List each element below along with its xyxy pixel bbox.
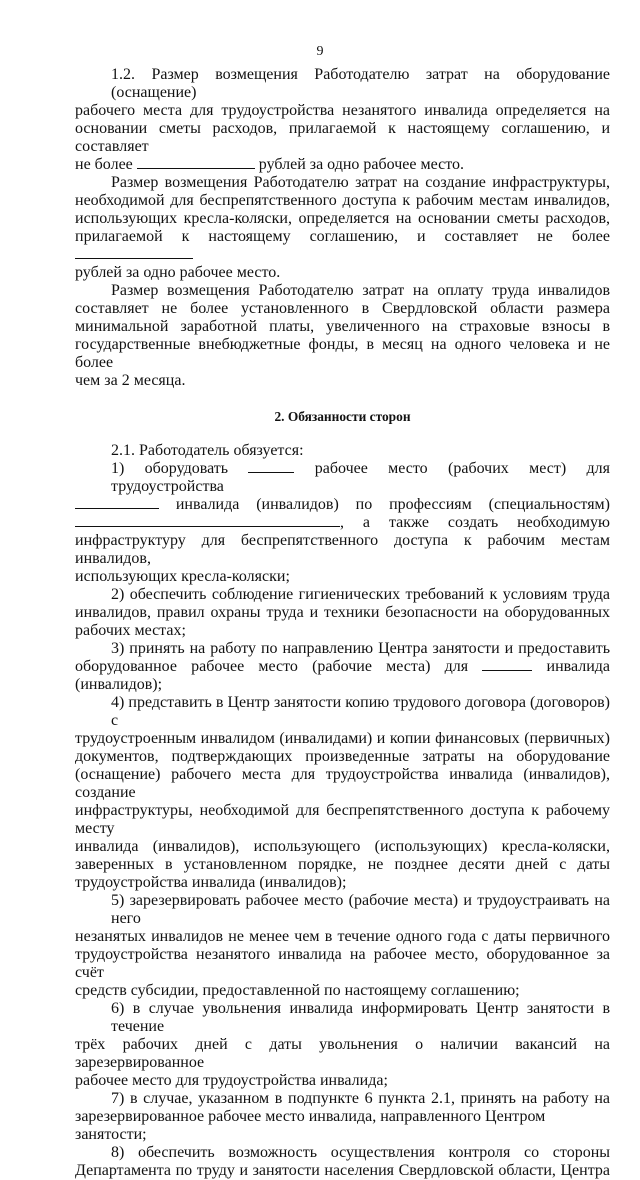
list-item-4: [75, 694, 610, 892]
text-line: 8) обеспечить возможность осуществления контроля со стороны: [111, 1144, 610, 1162]
text-line: 7) в случае, указанном в подпункте 6 пункта 2.1, принять на работу на: [111, 1090, 610, 1108]
paragraph-infrastructure: [75, 174, 610, 282]
list-item-7: [75, 1090, 610, 1144]
text-line: основании сметы расходов, прилагаемой к настоящему соглашению, и составляет: [75, 120, 610, 155]
list-item-3: [75, 640, 610, 694]
text-line: составляет не более установленного в Свердловской области размера: [75, 300, 610, 317]
text-fragment: рабочее место (рабочих мест) для трудоустройства: [111, 460, 610, 496]
text-line: инвалидов, правил охраны труда и техники безопасности на оборудованных: [75, 604, 610, 622]
text-line: трудоустройства инвалида (инвалидов);: [75, 874, 347, 892]
text-line: заверенных в установленном порядке, не позднее десяти дней с даты: [75, 856, 610, 874]
text-line: рабочего места для трудоустройства незанятого инвалида определяется на: [75, 102, 610, 119]
text-line: использующих кресла-коляски, определяется на основании сметы расходов,: [75, 210, 610, 227]
text-fragment: инвалида (инвалидов) по профессиям (специальностям): [175, 496, 611, 514]
text-fragment: оборудованное рабочее место (рабочие места) для: [75, 658, 469, 676]
list-item-2: [75, 586, 610, 640]
text-line: Департамента по труду и занятости населения Свердловской области, Центра: [75, 1162, 610, 1180]
document-body: [75, 66, 610, 1180]
text-line: инвалида (инвалидов), использующего (использующих) кресла-коляски,: [75, 838, 610, 856]
list-item-1: [75, 460, 610, 586]
text-line: средств субсидии, предоставленной по настоящему соглашению;: [75, 982, 520, 1000]
text-line: использующих кресла-коляски;: [75, 568, 290, 586]
text-line: чем за 2 месяца.: [75, 372, 186, 389]
text-line: трёх рабочих дней с даты увольнения о наличии вакансий на зарезервированное: [75, 1036, 610, 1072]
text-fragment: не более: [75, 156, 133, 173]
page-number: 9: [316, 44, 324, 59]
subsection-intro: 2.1. Работодатель обязуется:: [111, 442, 304, 460]
paragraph-wages: [75, 282, 610, 390]
list-item-8: [75, 1144, 610, 1180]
text-line: незанятых инвалидов не менее чем в течение одного года с даты первичного: [75, 928, 610, 946]
text-line: минимальной заработной платы, увеличенного на страховые взносы в: [75, 318, 610, 335]
text-line: необходимой для беспрепятственного доступа к рабочим местам инвалидов,: [75, 192, 610, 209]
text-line: 2) обеспечить соблюдение гигиенических требований к условиям труда: [111, 586, 610, 604]
text-fragment: прилагаемой к настоящему соглашению, и составляет не более: [75, 228, 610, 245]
text-fragment: 1) оборудовать: [111, 460, 229, 478]
list-item-6: [75, 1000, 610, 1090]
section-heading: 2. Обязанности сторон: [274, 409, 411, 424]
text-line: 5) зарезервировать рабочее место (рабочие места) и трудоустраивать на него: [111, 892, 610, 928]
text-line: [75, 658, 610, 694]
text-line: [75, 460, 610, 496]
text-line: документов, подтверждающих произведенные затраты на оборудование: [75, 748, 610, 766]
text-line: [75, 156, 610, 174]
text-line: инфраструктуру для беспрепятственного доступа к рабочим местам инвалидов,: [75, 532, 610, 568]
text-fragment: , а также создать необходимую: [340, 514, 610, 532]
text-line: инфраструктуры, необходимой для беспрепятственного доступа к рабочему месту: [75, 802, 610, 838]
text-line: (оснащение) рабочего места для трудоустройства инвалида (инвалидов), создание: [75, 766, 610, 802]
blank-field-count: [482, 658, 532, 671]
text-line: 1.2. Размер возмещения Работодателю затрат на оборудование (оснащение): [111, 66, 610, 101]
text-line: трудоустроенным инвалидом (инвалидами) и копии финансовых (первичных): [75, 730, 610, 748]
text-fragment: рублей за одно рабочее место.: [258, 156, 464, 173]
text-line: 3) принять на работу по направлению Центра занятости и предоставить: [111, 640, 610, 658]
text-line: зарезервированное рабочее место инвалида, направленного Центром занятости;: [75, 1108, 546, 1144]
text-line: рублей за одно рабочее место.: [75, 264, 281, 281]
blank-field-amount: [75, 246, 193, 259]
blank-field-count: [248, 460, 294, 473]
text-line: Размер возмещения Работодателю затрат на создание инфраструктуры,: [111, 174, 610, 191]
text-line: Размер возмещения Работодателю затрат на оплату труда инвалидов: [111, 282, 610, 299]
text-line: 4) представить в Центр занятости копию трудового договора (договоров) с: [111, 694, 610, 730]
text-line: рабочее место для трудоустройства инвалида;: [75, 1072, 388, 1090]
text-line: [75, 496, 610, 514]
text-line: 6) в случае увольнения инвалида информировать Центр занятости в течение: [111, 1000, 610, 1036]
blank-field-profession: [75, 514, 340, 527]
blank-field-amount: [137, 156, 255, 169]
text-line: [75, 514, 610, 532]
text-line: [75, 228, 610, 264]
text-line: государственные внебюджетные фонды, в месяц на одного человека и не более: [75, 336, 610, 371]
blank-field-count: [75, 496, 159, 509]
text-fragment: инвалида (инвалидов);: [75, 658, 611, 694]
text-line: трудоустройства незанятого инвалида на рабочее место, оборудованное за счёт: [75, 946, 610, 982]
paragraph-1-2: [75, 66, 610, 174]
list-item-5: [75, 892, 610, 1000]
text-line: рабочих местах;: [75, 622, 186, 640]
